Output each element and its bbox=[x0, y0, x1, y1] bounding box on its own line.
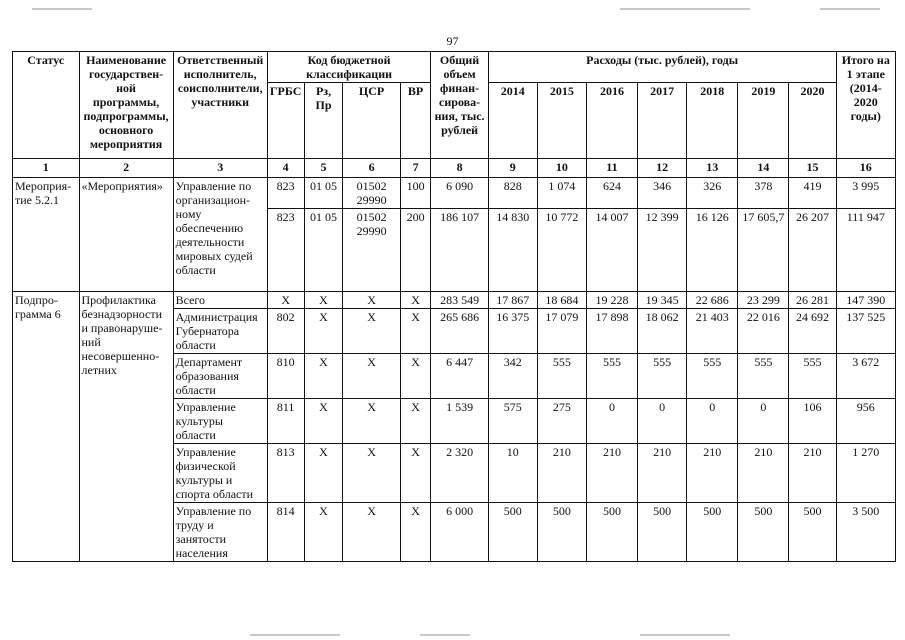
year-cell: 500 bbox=[687, 503, 738, 562]
rzpr-cell: X bbox=[304, 399, 343, 444]
year-cell: 555 bbox=[738, 354, 789, 399]
header-total: Общий объем финан-сирова-ния, тыс. рублей bbox=[431, 52, 488, 159]
year-cell: 342 bbox=[488, 354, 537, 399]
status-cell: Подпро-грамма 6 bbox=[13, 292, 80, 562]
vr-cell: X bbox=[400, 503, 431, 562]
header-year-2017: 2017 bbox=[638, 83, 687, 159]
grbs-cell: X bbox=[267, 292, 304, 309]
year-cell: 19 345 bbox=[638, 292, 687, 309]
csr-cell: 01502 29990 bbox=[343, 209, 400, 292]
total-cell: 186 107 bbox=[431, 209, 488, 292]
column-number: 2 bbox=[79, 159, 173, 178]
grbs-cell: 823 bbox=[267, 209, 304, 292]
year-cell: 275 bbox=[537, 399, 586, 444]
year-cell: 210 bbox=[789, 444, 836, 503]
scan-artifact-line bbox=[820, 8, 880, 10]
header-year-2020: 2020 bbox=[789, 83, 836, 159]
year-cell: 419 bbox=[789, 178, 836, 209]
responsible-cell: Департамент образования области bbox=[173, 354, 267, 399]
year-cell: 10 772 bbox=[537, 209, 586, 292]
header-csr: ЦСР bbox=[343, 83, 400, 159]
year-cell: 26 207 bbox=[789, 209, 836, 292]
vr-cell: 200 bbox=[400, 209, 431, 292]
stage-total-cell: 147 390 bbox=[836, 292, 895, 309]
header-expenses: Расходы (тыс. рублей), годы bbox=[488, 52, 836, 83]
responsible-cell: Управление по труду и занятости населения bbox=[173, 503, 267, 562]
status-cell: Мероприя-тие 5.2.1 bbox=[13, 178, 80, 292]
header-budget-code: Код бюджетной классификации bbox=[267, 52, 431, 83]
year-cell: 555 bbox=[687, 354, 738, 399]
vr-cell: X bbox=[400, 399, 431, 444]
year-cell: 10 bbox=[488, 444, 537, 503]
total-cell: 6 090 bbox=[431, 178, 488, 209]
year-cell: 19 228 bbox=[586, 292, 637, 309]
column-number: 15 bbox=[789, 159, 836, 178]
year-cell: 0 bbox=[687, 399, 738, 444]
column-number: 6 bbox=[343, 159, 400, 178]
stage-total-cell: 3 500 bbox=[836, 503, 895, 562]
column-number: 13 bbox=[687, 159, 738, 178]
year-cell: 18 062 bbox=[638, 309, 687, 354]
csr-cell: X bbox=[343, 354, 400, 399]
csr-cell: X bbox=[343, 309, 400, 354]
total-cell: 283 549 bbox=[431, 292, 488, 309]
page-number: 97 bbox=[446, 34, 459, 48]
year-cell: 500 bbox=[638, 503, 687, 562]
year-cell: 0 bbox=[586, 399, 637, 444]
header-status: Статус bbox=[13, 52, 80, 159]
year-cell: 24 692 bbox=[789, 309, 836, 354]
year-cell: 1 074 bbox=[537, 178, 586, 209]
year-cell: 326 bbox=[687, 178, 738, 209]
scan-artifact-line bbox=[250, 634, 340, 636]
grbs-cell: 810 bbox=[267, 354, 304, 399]
year-cell: 21 403 bbox=[687, 309, 738, 354]
year-cell: 18 684 bbox=[537, 292, 586, 309]
header-year-2018: 2018 bbox=[687, 83, 738, 159]
year-cell: 210 bbox=[687, 444, 738, 503]
year-cell: 555 bbox=[789, 354, 836, 399]
total-cell: 1 539 bbox=[431, 399, 488, 444]
column-number: 9 bbox=[488, 159, 537, 178]
year-cell: 17 605,7 bbox=[738, 209, 789, 292]
header-year-2015: 2015 bbox=[537, 83, 586, 159]
stage-total-cell: 111 947 bbox=[836, 209, 895, 292]
rzpr-cell: 01 05 bbox=[304, 209, 343, 292]
vr-cell: 100 bbox=[400, 178, 431, 209]
year-cell: 0 bbox=[738, 399, 789, 444]
column-number: 5 bbox=[304, 159, 343, 178]
vr-cell: X bbox=[400, 292, 431, 309]
year-cell: 346 bbox=[638, 178, 687, 209]
budget-table bbox=[12, 51, 896, 562]
rzpr-cell: X bbox=[304, 292, 343, 309]
column-number: 14 bbox=[738, 159, 789, 178]
csr-cell: X bbox=[343, 292, 400, 309]
header-responsible: Ответственный исполнитель, соисполнители, участники bbox=[173, 52, 267, 159]
year-cell: 14 007 bbox=[586, 209, 637, 292]
header-row-1 bbox=[13, 52, 896, 83]
year-cell: 106 bbox=[789, 399, 836, 444]
responsible-cell: Управление по организацион-ному обеспечению деятельности мировых судей области bbox=[173, 178, 267, 292]
year-cell: 555 bbox=[537, 354, 586, 399]
column-number: 12 bbox=[638, 159, 687, 178]
year-cell: 0 bbox=[638, 399, 687, 444]
year-cell: 210 bbox=[537, 444, 586, 503]
year-cell: 14 830 bbox=[488, 209, 537, 292]
year-cell: 16 126 bbox=[687, 209, 738, 292]
responsible-cell: Администрация Губернатора области bbox=[173, 309, 267, 354]
year-cell: 23 299 bbox=[738, 292, 789, 309]
stage-total-cell: 3 672 bbox=[836, 354, 895, 399]
csr-cell: X bbox=[343, 444, 400, 503]
rzpr-cell: X bbox=[304, 444, 343, 503]
column-number: 8 bbox=[431, 159, 488, 178]
csr-cell: 01502 29990 bbox=[343, 178, 400, 209]
column-number: 3 bbox=[173, 159, 267, 178]
grbs-cell: 814 bbox=[267, 503, 304, 562]
csr-cell: X bbox=[343, 399, 400, 444]
total-cell: 6 000 bbox=[431, 503, 488, 562]
year-cell: 210 bbox=[638, 444, 687, 503]
name-cell: Профилактика безнадзорности и правонаруше-ний несовершенно-летних bbox=[79, 292, 173, 562]
csr-cell: X bbox=[343, 503, 400, 562]
grbs-cell: 813 bbox=[267, 444, 304, 503]
column-number-row bbox=[13, 159, 896, 178]
rzpr-cell: X bbox=[304, 503, 343, 562]
table-row bbox=[13, 292, 896, 309]
header-year-2014: 2014 bbox=[488, 83, 537, 159]
table-row bbox=[13, 178, 896, 209]
header-year-2016: 2016 bbox=[586, 83, 637, 159]
year-cell: 12 399 bbox=[638, 209, 687, 292]
rzpr-cell: X bbox=[304, 309, 343, 354]
vr-cell: X bbox=[400, 309, 431, 354]
header-rzpr: Рз, Пр bbox=[304, 83, 343, 159]
year-cell: 624 bbox=[586, 178, 637, 209]
year-cell: 210 bbox=[738, 444, 789, 503]
scan-artifact-line bbox=[620, 8, 750, 10]
header-vr: ВР bbox=[400, 83, 431, 159]
total-cell: 6 447 bbox=[431, 354, 488, 399]
year-cell: 378 bbox=[738, 178, 789, 209]
responsible-cell: Управление физической культуры и спорта области bbox=[173, 444, 267, 503]
year-cell: 500 bbox=[537, 503, 586, 562]
column-number: 16 bbox=[836, 159, 895, 178]
vr-cell: X bbox=[400, 354, 431, 399]
year-cell: 26 281 bbox=[789, 292, 836, 309]
year-cell: 500 bbox=[586, 503, 637, 562]
year-cell: 555 bbox=[638, 354, 687, 399]
grbs-cell: 811 bbox=[267, 399, 304, 444]
column-number: 1 bbox=[13, 159, 80, 178]
stage-total-cell: 3 995 bbox=[836, 178, 895, 209]
year-cell: 17 898 bbox=[586, 309, 637, 354]
year-cell: 828 bbox=[488, 178, 537, 209]
header-year-2019: 2019 bbox=[738, 83, 789, 159]
stage-total-cell: 956 bbox=[836, 399, 895, 444]
rzpr-cell: X bbox=[304, 354, 343, 399]
scan-artifact-line bbox=[32, 8, 92, 10]
year-cell: 500 bbox=[789, 503, 836, 562]
year-cell: 22 686 bbox=[687, 292, 738, 309]
header-grbs: ГРБС bbox=[267, 83, 304, 159]
grbs-cell: 802 bbox=[267, 309, 304, 354]
column-number: 10 bbox=[537, 159, 586, 178]
year-cell: 500 bbox=[488, 503, 537, 562]
scan-artifact-line bbox=[640, 634, 730, 636]
scan-artifact-line bbox=[420, 634, 470, 636]
year-cell: 16 375 bbox=[488, 309, 537, 354]
total-cell: 2 320 bbox=[431, 444, 488, 503]
column-number: 7 bbox=[400, 159, 431, 178]
year-cell: 500 bbox=[738, 503, 789, 562]
grbs-cell: 823 bbox=[267, 178, 304, 209]
vr-cell: X bbox=[400, 444, 431, 503]
year-cell: 17 079 bbox=[537, 309, 586, 354]
column-number: 11 bbox=[586, 159, 637, 178]
column-number: 4 bbox=[267, 159, 304, 178]
responsible-cell: Управление культуры области bbox=[173, 399, 267, 444]
year-cell: 22 016 bbox=[738, 309, 789, 354]
stage-total-cell: 137 525 bbox=[836, 309, 895, 354]
rzpr-cell: 01 05 bbox=[304, 178, 343, 209]
name-cell: «Мероприятия» bbox=[79, 178, 173, 292]
year-cell: 555 bbox=[586, 354, 637, 399]
stage-total-cell: 1 270 bbox=[836, 444, 895, 503]
year-cell: 17 867 bbox=[488, 292, 537, 309]
header-stage-total: Итого на 1 этапе (2014-2020 годы) bbox=[836, 52, 895, 159]
year-cell: 575 bbox=[488, 399, 537, 444]
total-cell: 265 686 bbox=[431, 309, 488, 354]
responsible-cell: Всего bbox=[173, 292, 267, 309]
year-cell: 210 bbox=[586, 444, 637, 503]
header-name: Наименование государствен-ной программы, подпрограммы, основного мероприятия bbox=[79, 52, 173, 159]
